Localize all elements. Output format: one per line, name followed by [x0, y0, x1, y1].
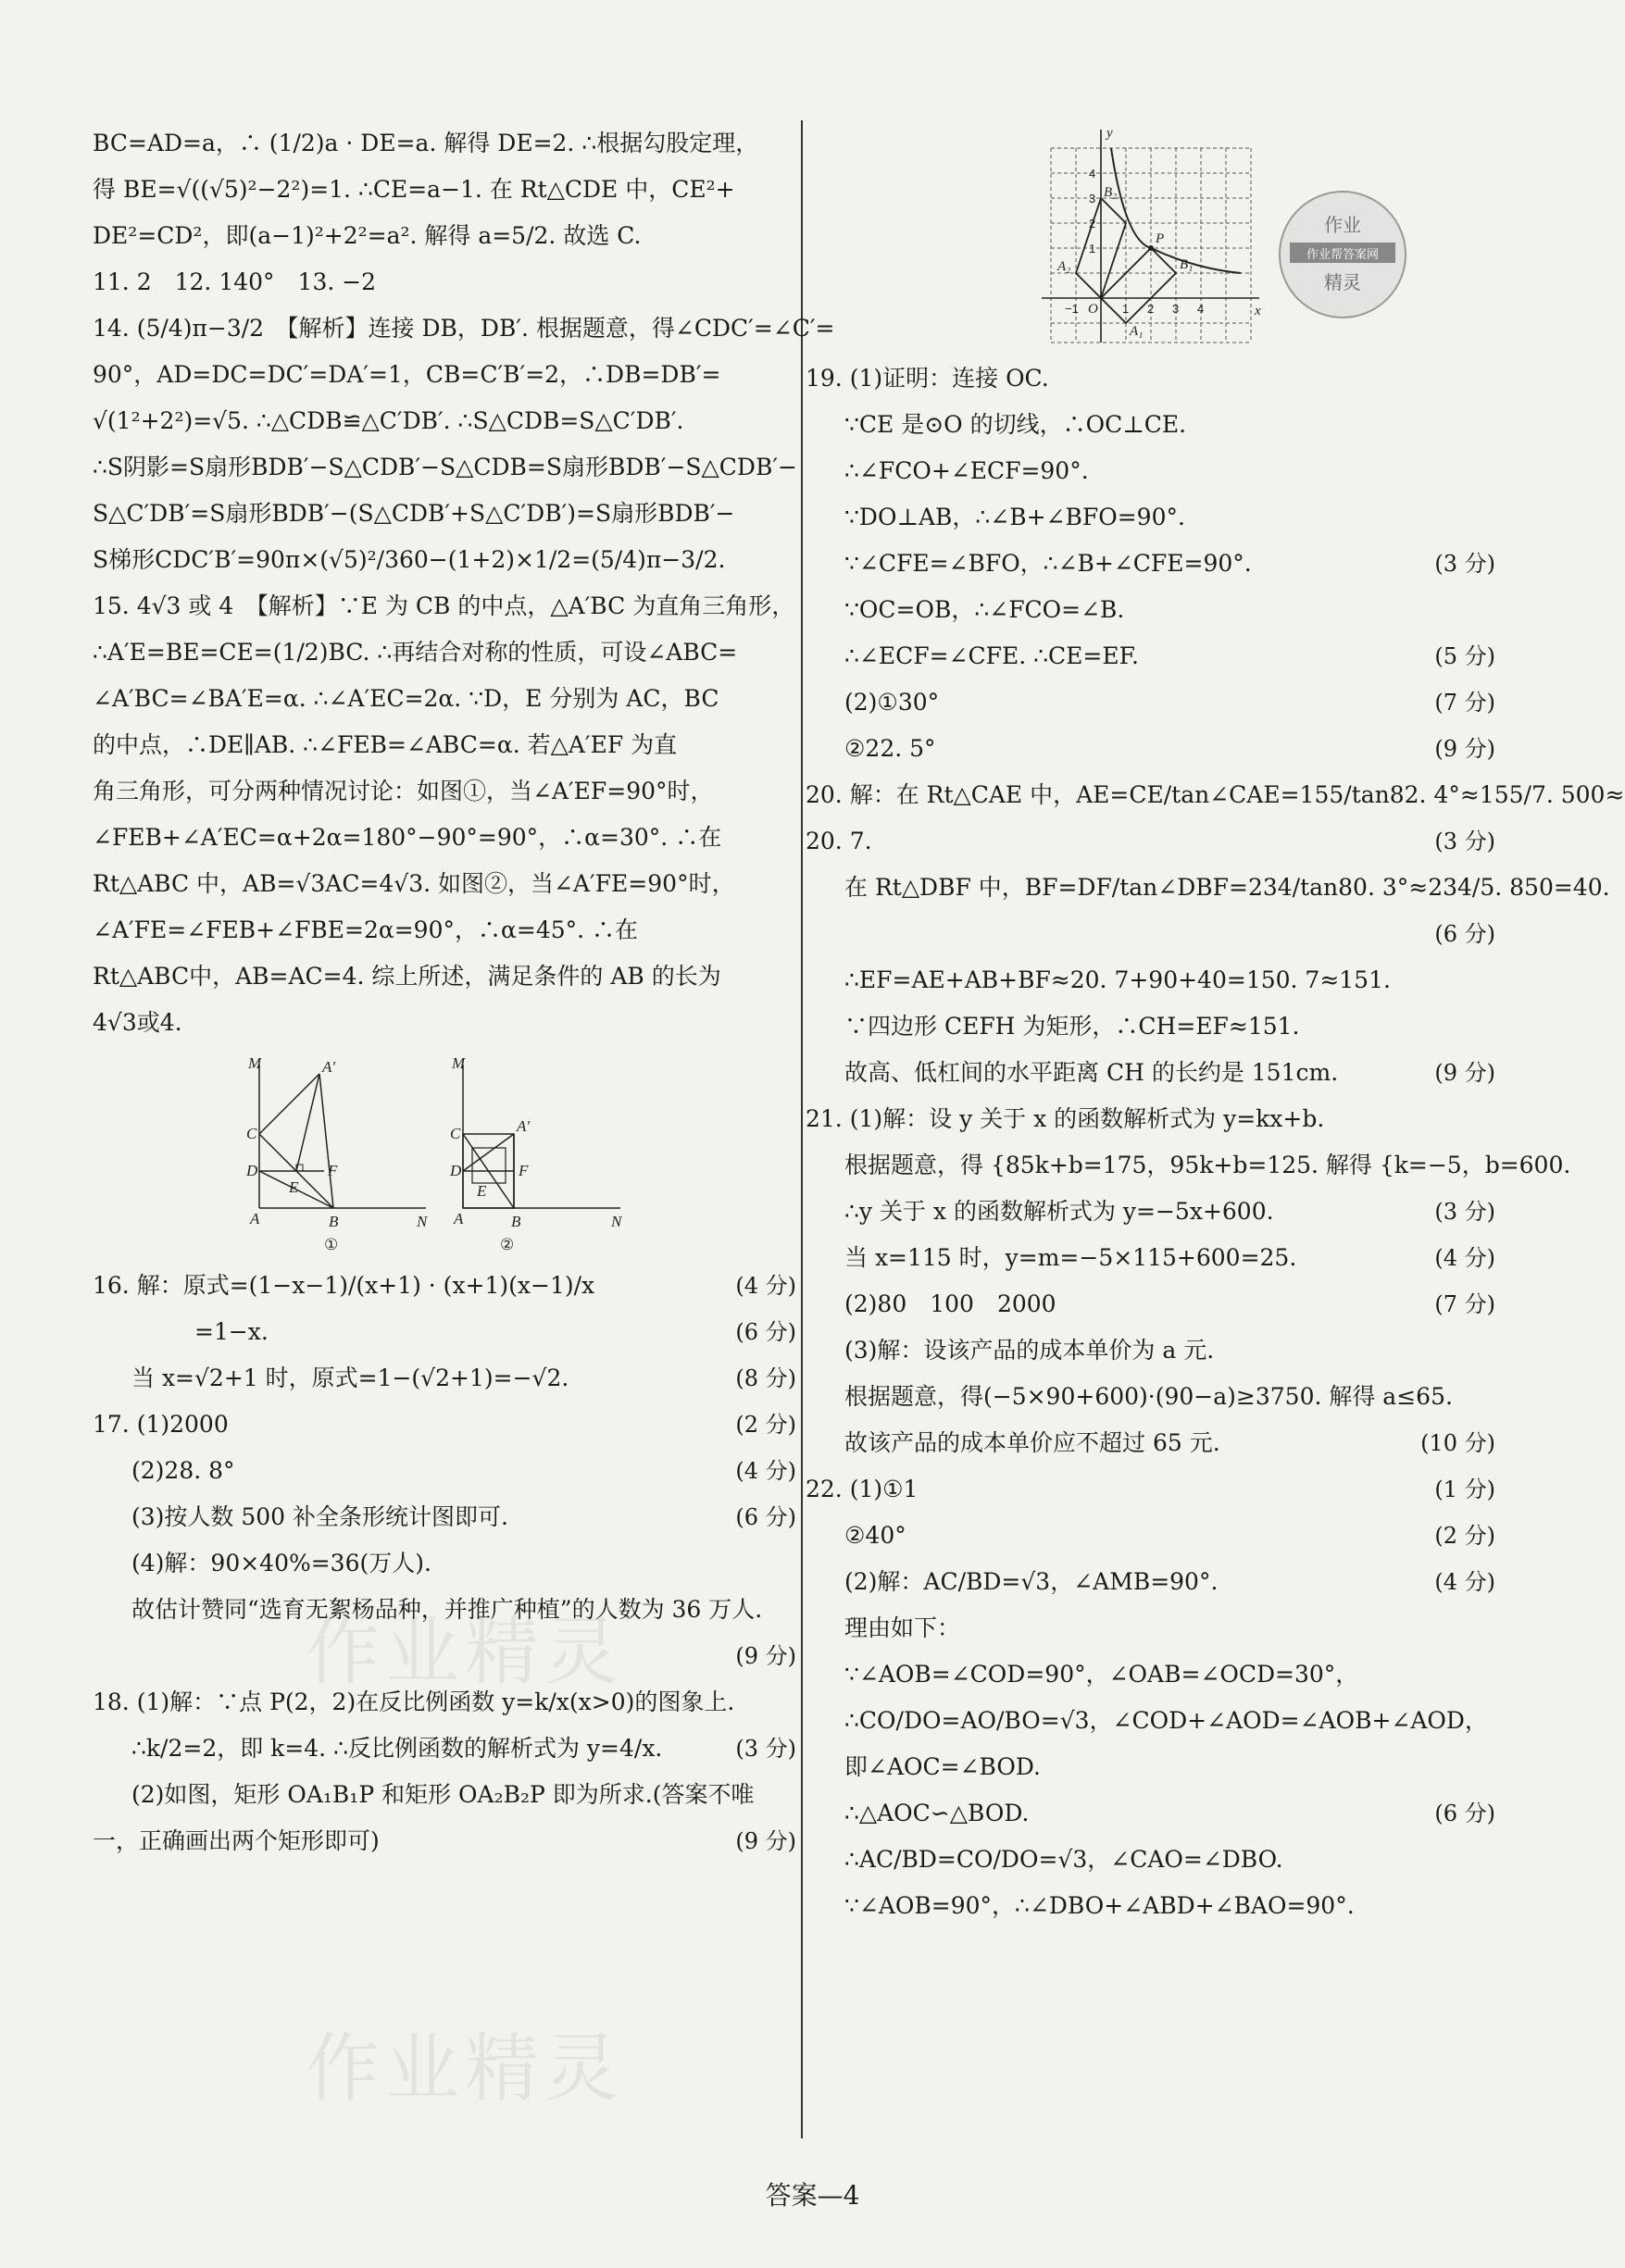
answer-text: (4)解：90×40%=36(万人). — [131, 1550, 431, 1576]
label-A-prime: A′ — [322, 1058, 336, 1076]
answer-text: 故估计赞同“选育无絮杨品种，并推广种植”的人数为 36 万人. — [131, 1596, 763, 1623]
answer-text: 22. (1)①1 — [806, 1476, 919, 1502]
answer-text: ∴∠ECF=∠CFE. ∴CE=EF. — [844, 642, 1139, 669]
answer-line — [93, 907, 796, 953]
score-mark: (3 分) — [735, 1736, 796, 1762]
answer-line — [93, 120, 796, 167]
score-mark: (1 分) — [1434, 1477, 1495, 1502]
answer-text: ∵OC=OB，∴∠FCO=∠B. — [844, 596, 1125, 623]
label-M-2: M — [452, 1054, 466, 1072]
answer-text: 21. (1)解：设 y 关于 x 的函数解析式为 y=kx+b. — [806, 1105, 1325, 1132]
stamp-logo — [1273, 185, 1412, 324]
tick-y-1: 1 — [1089, 242, 1096, 255]
answer-line — [806, 957, 1495, 1003]
label-E-2: E — [477, 1182, 487, 1200]
answer-line — [93, 1000, 796, 1046]
label-E: E — [289, 1178, 299, 1196]
score-mark: (4 分) — [735, 1273, 796, 1299]
answer-text: 根据题意，得 {85k+b=175，95k+b=125. 解得 {k=−5，b=600. — [844, 1152, 1571, 1178]
answer-text: 14. (5/4)π−3/2 【解析】连接 DB，DB′. 根据题意，得∠CDC′=∠C′= — [93, 315, 835, 342]
score-mark: (3 分) — [1434, 551, 1495, 577]
answer-line — [806, 1790, 1495, 1837]
answer-line — [806, 1883, 1495, 1929]
tick-x-2: 2 — [1147, 302, 1155, 316]
answer-text: √(1²+2²)=√5. ∴△CDB≌△C′DB′. ∴S△CDB=S△C′DB′. — [93, 407, 684, 434]
answer-text: (2)如图，矩形 OA₁B₁P 和矩形 OA₂B₂P 即为所求.(答案不唯 — [131, 1781, 755, 1808]
figure-15-diagram-2 — [449, 1054, 623, 1253]
tick-x-neg1: −1 — [1065, 302, 1079, 316]
answer-text: 19. (1)证明：连接 OC. — [806, 365, 1049, 392]
answer-line — [806, 679, 1495, 726]
answer-text: BC=AD=a，∴ (1/2)a · DE=a. 解得 DE=2. ∴根据勾股定理， — [93, 130, 759, 156]
label-C-2: C — [450, 1125, 461, 1142]
answer-line — [806, 633, 1495, 679]
score-mark: (6 分) — [735, 1319, 796, 1345]
answer-text: ∴△AOC∽△BOD. — [844, 1800, 1030, 1826]
tick-y-3: 3 — [1089, 192, 1096, 206]
answer-line — [806, 494, 1495, 541]
answer-text: 当 x=115 时，y=m=−5×115+600=25. — [844, 1244, 1297, 1271]
answer-line — [93, 815, 796, 861]
stamp-text-3: 精灵 — [1324, 271, 1361, 293]
tick-y-4: 4 — [1089, 167, 1096, 181]
point-B1-label: B₁ — [1180, 257, 1194, 272]
answer-text: =1−x. — [194, 1318, 269, 1345]
score-mark: (9 分) — [735, 1828, 796, 1854]
answer-text: ∴∠FCO+∠ECF=90°. — [844, 457, 1089, 484]
answer-text: DE²=CD²，即(a−1)²+2²=a². 解得 a=5/2. 故选 C. — [93, 222, 642, 249]
answer-text: ∴S阴影=S扇形BDB′−S△CDB′−S△CDB=S扇形BDB′−S△CDB′− — [93, 454, 797, 480]
answer-line — [806, 402, 1495, 448]
score-mark: (6 分) — [1434, 1801, 1495, 1826]
answer-text: ∴k/2=2，即 k=4. ∴反比例函数的解析式为 y=4/x. — [131, 1735, 663, 1762]
score-mark: (2 分) — [735, 1412, 796, 1438]
column-divider — [801, 120, 803, 2138]
score-mark: (8 分) — [735, 1365, 796, 1391]
answer-line — [93, 398, 796, 444]
caption-2: ② — [500, 1236, 515, 1253]
label-C: C — [246, 1125, 257, 1142]
label-A-prime-2: A′ — [517, 1117, 531, 1135]
right-column — [806, 120, 1625, 1929]
caption-1: ① — [324, 1236, 339, 1253]
score-mark: (4 分) — [1434, 1245, 1495, 1271]
label-D-2: D — [450, 1162, 462, 1179]
label-A: A — [250, 1210, 260, 1227]
answer-line — [806, 1651, 1495, 1698]
answer-text: 18. (1)解：∵点 P(2，2)在反比例函数 y=k/x(x>0)的图象上. — [93, 1689, 735, 1715]
answer-text: ∠A′FE=∠FEB+∠FBE=2α=90°，∴α=45°. ∴在 — [93, 916, 639, 943]
answer-text: 的中点，∴DE∥AB. ∴∠FEB=∠ABC=α. 若△A′EF 为直 — [93, 731, 678, 758]
label-M: M — [248, 1054, 262, 1072]
answer-line — [806, 1698, 1495, 1744]
answer-line — [806, 1189, 1495, 1235]
answer-text: ∵四边形 CEFH 为矩形，∴CH=EF≈151. — [844, 1013, 1300, 1040]
score-mark: (7 分) — [1434, 1291, 1495, 1317]
label-N: N — [417, 1213, 428, 1230]
answer-line — [806, 1466, 1495, 1513]
figure-15-diagram-1 — [245, 1054, 429, 1253]
answer-text: ∠A′BC=∠BA′E=α. ∴∠A′EC=2α. ∵D，E 分别为 AC，BC — [93, 685, 719, 712]
answer-line — [93, 953, 796, 1000]
tick-x-1: 1 — [1122, 302, 1130, 316]
answer-line — [806, 1559, 1495, 1605]
answer-line — [93, 583, 796, 629]
answer-line — [806, 1096, 1495, 1142]
answer-text: ∵∠AOB=∠COD=90°，∠OAB=∠OCD=30°， — [844, 1661, 1359, 1688]
answer-line — [806, 772, 1625, 818]
answer-line — [93, 1355, 796, 1402]
answer-text: ∵∠CFE=∠BFO，∴∠B+∠CFE=90°. — [844, 550, 1252, 577]
answer-line — [93, 444, 796, 491]
stamp-text-1: 作业 — [1324, 214, 1361, 236]
answer-line — [93, 1540, 796, 1587]
point-P-label: P — [1156, 231, 1165, 246]
label-B-2: B — [511, 1213, 521, 1230]
answer-line — [93, 537, 796, 583]
axis-x-label: x — [1255, 304, 1261, 318]
answer-line — [806, 865, 1610, 911]
answer-text: S梯形CDC′B′=90π×(√5)²/360−(1+2)×1/2=(5/4)π−3/2. — [93, 546, 726, 573]
answer-line — [93, 352, 796, 398]
label-F-2: F — [519, 1162, 529, 1179]
answer-text: (3)解：设该产品的成本单价为 a 元. — [844, 1337, 1215, 1364]
point-B2-label: B₂ — [1104, 185, 1118, 200]
label-B: B — [329, 1213, 339, 1230]
answer-line — [806, 355, 1495, 402]
answer-line — [93, 1494, 796, 1540]
axis-y-label: y — [1106, 126, 1113, 141]
score-mark: (9 分) — [735, 1643, 796, 1669]
answer-text: ∴EF=AE+AB+BF≈20. 7+90+40=150. 7≈151. — [844, 966, 1391, 993]
answer-text: 即∠AOC=∠BOD. — [844, 1753, 1041, 1780]
answer-line — [93, 1263, 796, 1309]
answer-text: 15. 4√3 或 4 【解析】∵E 为 CB 的中点，△A′BC 为直角三角形， — [93, 592, 795, 619]
tick-y-2: 2 — [1089, 217, 1096, 231]
page-footer: 答案—4 — [765, 2180, 860, 2211]
origin-label: O — [1088, 302, 1098, 317]
answer-line — [806, 1281, 1495, 1327]
answer-line — [93, 1402, 796, 1448]
answer-text: ②40° — [844, 1522, 906, 1549]
answer-line — [806, 1327, 1495, 1374]
tick-x-4: 4 — [1197, 302, 1205, 316]
answer-text: S△C′DB′=S扇形BDB′−(S△CDB′+S△C′DB′)=S扇形BDB′− — [93, 500, 735, 527]
score-mark: (2 分) — [1434, 1523, 1495, 1549]
answer-line — [93, 1448, 796, 1494]
answer-text: ∴y 关于 x 的函数解析式为 y=−5x+600. — [844, 1198, 1274, 1225]
answer-line — [806, 726, 1495, 772]
label-N-2: N — [611, 1213, 622, 1230]
answer-text: (2)①30° — [844, 689, 940, 716]
answer-line — [806, 1142, 1571, 1189]
answer-text: 在 Rt△DBF 中，BF=DF/tan∠DBF=234/tan80. 3°≈234/5. 850=40. — [844, 874, 1610, 901]
answer-line — [806, 1050, 1495, 1096]
stamp-text-2: 作业帮答案网 — [1306, 248, 1380, 262]
score-mark: (3 分) — [1434, 829, 1495, 854]
answer-text: ②22. 5° — [844, 735, 936, 762]
answer-text: (2)28. 8° — [131, 1457, 235, 1484]
answer-text: ∵DO⊥AB，∴∠B+∠BFO=90°. — [844, 504, 1185, 530]
answer-line — [93, 305, 835, 352]
score-mark: (4 分) — [735, 1458, 796, 1484]
answer-text: 当 x=√2+1 时，原式=1−(√2+1)=−√2. — [131, 1365, 569, 1391]
score-mark: (10 分) — [1420, 1430, 1495, 1456]
answer-line — [93, 1309, 796, 1355]
answer-line — [93, 167, 796, 213]
answer-line — [806, 541, 1495, 587]
answer-text: ∴AC/BD=CO/DO=√3，∠CAO=∠DBO. — [844, 1846, 1283, 1873]
answer-text: 4√3或4. — [93, 1009, 182, 1036]
answer-text: ∠FEB+∠A′EC=α+2α=180°−90°=90°，∴α=30°. ∴在 — [93, 824, 722, 851]
answer-line — [806, 587, 1495, 633]
answer-line — [806, 818, 1495, 865]
answer-text: 20. 7. — [806, 828, 872, 854]
answer-text: (2)解：AC/BD=√3，∠AMB=90°. — [844, 1568, 1219, 1595]
answer-text: (2)80 100 2000 — [844, 1290, 1056, 1317]
label-F: F — [328, 1162, 338, 1179]
point-A1-label: A₁ — [1130, 324, 1144, 339]
answer-line — [93, 768, 796, 815]
answer-text: 90°，AD=DC=DC′=DA′=1，CB=C′B′=2，∴DB=DB′= — [93, 361, 721, 388]
score-mark: (7 分) — [1434, 690, 1495, 716]
answer-line — [806, 1235, 1495, 1281]
score-mark: (5 分) — [1434, 643, 1495, 669]
answer-text: 16. 解：原式=(1−x−1)/(x+1) · (x+1)(x−1)/x — [93, 1272, 595, 1299]
answer-text: ∴A′E=BE=CE=(1/2)BC. ∴再结合对称的性质，可设∠ABC= — [93, 639, 738, 666]
tick-x-3: 3 — [1172, 302, 1180, 316]
answer-line — [93, 213, 796, 259]
answer-line — [93, 1726, 796, 1772]
answer-line — [806, 1605, 1495, 1651]
answer-text: 故该产品的成本单价应不超过 65 元. — [844, 1429, 1220, 1456]
answer-text: ∵CE 是⊙O 的切线，∴OC⊥CE. — [844, 411, 1187, 438]
answer-text: 角三角形，可分两种情况讨论：如图①，当∠A′EF=90°时， — [93, 778, 714, 804]
answer-line — [806, 911, 1495, 957]
answer-line — [806, 1420, 1495, 1466]
answer-line — [93, 491, 796, 537]
score-mark: (9 分) — [1434, 736, 1495, 762]
answer-text: Rt△ABC中，AB=AC=4. 综上所述，满足条件的 AB 的长为 — [93, 963, 721, 990]
answer-line — [806, 1513, 1495, 1559]
score-mark: (6 分) — [735, 1504, 796, 1530]
score-mark: (9 分) — [1434, 1060, 1495, 1086]
answer-line — [93, 1772, 796, 1818]
answer-text: 根据题意，得(−5×90+600)·(90−a)≥3750. 解得 a≤65. — [844, 1383, 1453, 1410]
answer-text: ∴CO/DO=AO/BO=√3，∠COD+∠AOD=∠AOB+∠AOD， — [844, 1707, 1488, 1734]
answer-line — [806, 1003, 1495, 1050]
answer-line — [93, 1818, 796, 1864]
answer-line — [806, 1374, 1495, 1420]
score-mark: (4 分) — [1434, 1569, 1495, 1595]
watermark-1: 作业精灵 — [306, 1609, 624, 1695]
answer-line — [93, 722, 796, 768]
answer-text: 20. 解：在 Rt△CAE 中，AE=CE/tan∠CAE=155/tan82. 4°≈155/7. 500≈ — [806, 781, 1625, 808]
score-mark: (6 分) — [1434, 921, 1495, 947]
answer-text: ∵∠AOB=90°，∴∠DBO+∠ABD+∠BAO=90°. — [844, 1892, 1355, 1919]
answer-line — [806, 1837, 1495, 1883]
answer-text: 一，正确画出两个矩形即可) — [93, 1827, 380, 1854]
score-mark: (3 分) — [1434, 1199, 1495, 1225]
answer-line — [93, 861, 796, 907]
answer-line — [93, 629, 796, 676]
answer-line — [806, 1744, 1495, 1790]
answer-text: (3)按人数 500 补全条形统计图即可. — [131, 1503, 508, 1530]
answer-line — [93, 676, 796, 722]
figure-15-diagrams — [93, 1046, 796, 1259]
watermark-2: 作业精灵 — [306, 2025, 624, 2112]
answer-text: Rt△ABC 中，AB=√3AC=4√3. 如图②，当∠A′FE=90°时， — [93, 870, 735, 897]
answer-text: 理由如下： — [844, 1614, 961, 1641]
label-A-2: A — [454, 1210, 464, 1227]
answer-line — [806, 448, 1495, 494]
label-D: D — [246, 1162, 258, 1179]
answer-line — [93, 259, 796, 305]
answer-text: 故高、低杠间的水平距离 CH 的长约是 151cm. — [844, 1059, 1339, 1086]
point-A2-label: A₂ — [1057, 259, 1071, 274]
answer-text: 得 BE=√((√5)²−2²)=1. ∴CE=a−1. 在 Rt△CDE 中，CE²+ — [93, 176, 735, 203]
answer-text: 17. (1)2000 — [93, 1411, 229, 1438]
answer-text: 11. 2 12. 140° 13. −2 — [93, 268, 377, 295]
